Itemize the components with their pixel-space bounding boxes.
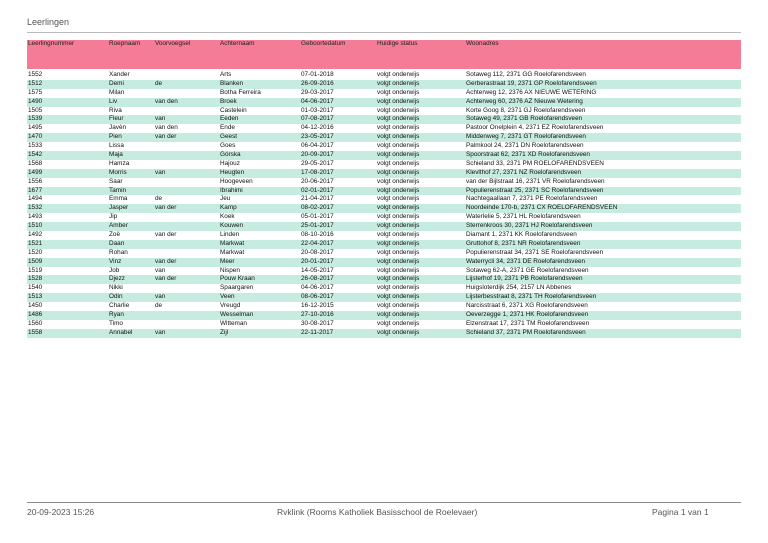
cell-huidige-status: volgt onderwijs: [377, 222, 420, 230]
cell-roepnaam: Amber: [109, 222, 128, 230]
cell-roepnaam: Hamza: [109, 159, 130, 167]
cell-woonadres: Diamant 1, 2371 KK Roelofarendsveen: [466, 231, 577, 239]
cell-geboortedatum: 04-12-2016: [301, 124, 334, 132]
cell-woonadres: Palmkool 24, 2371 DN Roelofarendsveen: [466, 142, 584, 150]
cell-huidige-status: volgt onderwijs: [377, 88, 420, 96]
cell-roepnaam: Lissa: [109, 142, 124, 150]
cell-huidige-status: volgt onderwijs: [377, 142, 420, 150]
table-row: [27, 89, 741, 98]
cell-achternaam: Botha Ferreira: [220, 88, 261, 96]
cell-huidige-status: volgt onderwijs: [377, 71, 420, 78]
table-row: [27, 320, 741, 329]
cell-achternaam: Jeu: [220, 195, 231, 203]
cell-woonadres: Middenweg 7, 2371 GT Roelofarendsveen: [466, 133, 586, 141]
column-header-huidige-status: Huidige status: [377, 40, 418, 47]
cell-roepnaam: Charlie: [109, 302, 130, 310]
cell-huidige-status: volgt onderwijs: [377, 151, 420, 159]
table-row: [27, 178, 741, 187]
cell-achternaam: Ende: [220, 124, 235, 132]
table-row: [27, 275, 741, 284]
cell-woonadres: Nachtegaallaan 7, 2371 PE Roelofarendsveen: [466, 195, 598, 203]
cell-voorvoegsel: van: [155, 293, 166, 301]
cell-voorvoegsel: van den: [155, 124, 178, 132]
cell-achternaam: Markwat: [220, 248, 245, 256]
cell-huidige-status: volgt onderwijs: [377, 159, 420, 167]
cell-achternaam: Ibrahimi: [220, 186, 243, 194]
table-row: [27, 71, 741, 80]
table-row: [27, 142, 741, 151]
table-row: [27, 302, 741, 311]
cell-geboortedatum: 30-08-2017: [301, 319, 334, 327]
table-row: [27, 160, 741, 169]
cell-woonadres: Populierenstraat 34, 2371 SE Roelofarendsveen: [466, 248, 604, 256]
cell-leerlingnummer: 1520: [28, 248, 43, 256]
cell-huidige-status: volgt onderwijs: [377, 97, 420, 105]
cell-voorvoegsel: van: [155, 266, 166, 274]
cell-voorvoegsel: van: [155, 115, 166, 123]
cell-huidige-status: volgt onderwijs: [377, 257, 420, 265]
cell-geboortedatum: 04-06-2017: [301, 284, 334, 292]
cell-leerlingnummer: 1533: [28, 142, 43, 150]
cell-roepnaam: Maja: [109, 151, 123, 159]
cell-woonadres: Pastoor Onelplein 4, 2371 EZ Roelofarendsveen: [466, 124, 604, 132]
cell-woonadres: Gerberastraat 19, 2371 GP Roelofarendsveen: [466, 79, 597, 87]
cell-achternaam: Kouwen: [220, 222, 244, 230]
cell-voorvoegsel: van der: [155, 133, 177, 141]
cell-woonadres: Achterweg 12, 2376 AX NIEUWE WETERING: [466, 88, 597, 96]
cell-woonadres: Populierenstraat 25, 2371 SC Roelofarendsveen: [466, 186, 604, 194]
cell-woonadres: Elzenstraat 17, 2371 TM Roelofarendsveen: [466, 319, 590, 327]
cell-geboortedatum: 02-01-2017: [301, 186, 334, 194]
cell-voorvoegsel: van der: [155, 204, 177, 212]
cell-roepnaam: Djezz: [109, 275, 125, 283]
cell-achternaam: Blanken: [220, 79, 244, 87]
cell-achternaam: Broek: [220, 97, 237, 105]
cell-woonadres: Schieland 37, 2371 PM Roelofarendsveen: [466, 328, 586, 336]
cell-achternaam: Wesselman: [220, 311, 254, 319]
cell-voorvoegsel: van der: [155, 257, 177, 265]
cell-achternaam: Linden: [220, 231, 240, 239]
cell-leerlingnummer: 1499: [28, 168, 43, 176]
cell-leerlingnummer: 1486: [28, 311, 43, 319]
cell-huidige-status: volgt onderwijs: [377, 106, 420, 114]
footer-page-number: Pagina 1 van 1: [652, 507, 709, 517]
cell-leerlingnummer: 1575: [28, 88, 43, 96]
cell-woonadres: Spoorstraat 62, 2371 XD Roelofarendsveen: [466, 151, 590, 159]
cell-leerlingnummer: 1539: [28, 115, 43, 123]
cell-voorvoegsel: van den: [155, 97, 178, 105]
table-row: [27, 80, 741, 89]
cell-leerlingnummer: 1528: [28, 275, 43, 283]
cell-achternaam: Kamp: [220, 204, 237, 212]
cell-huidige-status: volgt onderwijs: [377, 239, 420, 247]
cell-geboortedatum: 07-01-2018: [301, 71, 334, 78]
cell-achternaam: Zijl: [220, 328, 229, 336]
cell-leerlingnummer: 1552: [28, 71, 43, 78]
table-row: [27, 204, 741, 213]
cell-geboortedatum: 25-01-2017: [301, 222, 334, 230]
cell-geboortedatum: 08-10-2016: [301, 231, 334, 239]
column-header-roepnaam: Roepnaam: [109, 40, 141, 47]
table-row: [27, 267, 741, 276]
cell-leerlingnummer: 1493: [28, 213, 43, 221]
cell-leerlingnummer: 1558: [28, 328, 43, 336]
table-row: [27, 115, 741, 124]
cell-roepnaam: Rohan: [109, 248, 128, 256]
cell-leerlingnummer: 1505: [28, 106, 43, 114]
footer-datetime: 20-09-2023 15:26: [27, 507, 95, 517]
cell-woonadres: Sotaweg 49, 2371 GB Roelofarendsveen: [466, 115, 583, 123]
cell-leerlingnummer: 1492: [28, 231, 43, 239]
cell-roepnaam: Demi: [109, 79, 124, 87]
cell-voorvoegsel: van der: [155, 231, 177, 239]
cell-geboortedatum: 14-05-2017: [301, 266, 334, 274]
cell-achternaam: Nispen: [220, 266, 240, 274]
table-row: [27, 213, 741, 222]
table-row: [27, 107, 741, 116]
cell-roepnaam: Tamin: [109, 186, 127, 194]
cell-geboortedatum: 26-08-2017: [301, 275, 334, 283]
column-header-achternaam: Achternaam: [220, 40, 255, 47]
cell-woonadres: van der Bijlstraat 16, 2371 VR Roelofarendsveen: [466, 177, 605, 185]
cell-huidige-status: volgt onderwijs: [377, 231, 420, 239]
footer-source: Rvklink (Rooms Katholiek Basisschool de Roelevaer): [277, 507, 478, 517]
cell-achternaam: Eeden: [220, 115, 239, 123]
cell-roepnaam: Xander: [109, 71, 130, 78]
table-row: [27, 124, 741, 133]
cell-leerlingnummer: 1510: [28, 222, 43, 230]
cell-achternaam: Hoogeveen: [220, 177, 253, 185]
cell-huidige-status: volgt onderwijs: [377, 124, 420, 132]
cell-huidige-status: volgt onderwijs: [377, 168, 420, 176]
cell-woonadres: Narcisstraat 6, 2371 XG Roelofarendsveen: [466, 302, 588, 310]
cell-roepnaam: Timo: [109, 319, 123, 327]
cell-huidige-status: volgt onderwijs: [377, 195, 420, 203]
table-row: [27, 249, 741, 258]
cell-woonadres: Sotaweg 62-A, 2371 GE Roelofarendsveen: [466, 266, 589, 274]
cell-leerlingnummer: 1568: [28, 159, 43, 167]
cell-leerlingnummer: 1470: [28, 133, 43, 141]
cell-achternaam: Geest: [220, 133, 238, 141]
cell-leerlingnummer: 1540: [28, 284, 43, 292]
cell-roepnaam: Jasper: [109, 204, 129, 212]
cell-geboortedatum: 20-01-2017: [301, 257, 334, 265]
table-row: [27, 187, 741, 196]
cell-woonadres: Huigsloterdijk 254, 2157 LN Abbenes: [466, 284, 572, 292]
cell-roepnaam: Nikki: [109, 284, 123, 292]
cell-huidige-status: volgt onderwijs: [377, 213, 420, 221]
cell-woonadres: Gruttohof 8, 2371 NR Roelofarendsveen: [466, 239, 581, 247]
cell-achternaam: Castelein: [220, 106, 247, 114]
cell-achternaam: Górska: [220, 151, 241, 159]
cell-woonadres: Korte Goog 8, 2371 GJ Roelofarendsveen: [466, 106, 586, 114]
column-header-woonadres: Woonadres: [466, 40, 499, 47]
cell-geboortedatum: 20-08-2017: [301, 248, 334, 256]
table-row: [27, 293, 741, 302]
cell-roepnaam: Annabel: [109, 328, 133, 336]
cell-geboortedatum: 29-05-2017: [301, 159, 334, 167]
cell-achternaam: Markwat: [220, 239, 245, 247]
cell-roepnaam: Emma: [109, 195, 128, 203]
cell-huidige-status: volgt onderwijs: [377, 133, 420, 141]
cell-roepnaam: Vinz: [109, 257, 122, 265]
table-row: [27, 151, 741, 160]
table-row: [27, 329, 741, 338]
cell-voorvoegsel: de: [155, 302, 163, 310]
cell-huidige-status: volgt onderwijs: [377, 115, 420, 123]
cell-voorvoegsel: van: [155, 168, 166, 176]
cell-leerlingnummer: 1450: [28, 302, 43, 310]
cell-woonadres: Lijsterhof 19, 2371 PB Roelofarendsveen: [466, 275, 583, 283]
cell-huidige-status: volgt onderwijs: [377, 266, 420, 274]
cell-voorvoegsel: van der: [155, 275, 177, 283]
cell-woonadres: Waterlelie 5, 2371 HL Roelofarendsveen: [466, 213, 581, 221]
cell-geboortedatum: 26-09-2016: [301, 79, 334, 87]
cell-geboortedatum: 17-08-2017: [301, 168, 334, 176]
table-row: [27, 222, 741, 231]
cell-huidige-status: volgt onderwijs: [377, 311, 420, 319]
cell-leerlingnummer: 1556: [28, 177, 43, 185]
cell-geboortedatum: 08-06-2017: [301, 293, 334, 301]
cell-voorvoegsel: van: [155, 328, 166, 336]
cell-roepnaam: Liv: [109, 97, 118, 105]
cell-geboortedatum: 07-08-2017: [301, 115, 334, 123]
cell-huidige-status: volgt onderwijs: [377, 79, 420, 87]
cell-woonadres: Sterrenkroos 30, 2371 HJ Roelofarendsveen: [466, 222, 593, 230]
cell-woonadres: Achterweg 60, 2376 AZ Nieuwe Wetering: [466, 97, 583, 105]
cell-leerlingnummer: 1490: [28, 97, 43, 105]
cell-achternaam: Arts: [220, 71, 232, 78]
cell-roepnaam: Javèn: [109, 124, 127, 132]
cell-achternaam: Vreugd: [220, 302, 241, 310]
cell-huidige-status: volgt onderwijs: [377, 284, 420, 292]
column-header-leerlingnummer: Leerlingnummer: [28, 40, 75, 47]
cell-leerlingnummer: 1677: [28, 186, 43, 194]
cell-geboortedatum: 22-11-2017: [301, 328, 334, 336]
cell-roepnaam: Saar: [109, 177, 123, 185]
cell-roepnaam: Jip: [109, 213, 118, 221]
cell-woonadres: Sotaweg 112, 2371 GG Roelofarendsveen: [466, 71, 586, 78]
cell-geboortedatum: 22-04-2017: [301, 239, 334, 247]
cell-achternaam: Meer: [220, 257, 235, 265]
cell-achternaam: Pouw Kraan: [220, 275, 255, 283]
cell-geboortedatum: 20-09-2017: [301, 151, 334, 159]
cell-geboortedatum: 16-12-2015: [301, 302, 334, 310]
cell-leerlingnummer: 1494: [28, 195, 43, 203]
cell-woonadres: Waterrycli 34, 2371 DE Roelofarendsveen: [466, 257, 586, 265]
cell-achternaam: Koek: [220, 213, 235, 221]
table-row: [27, 258, 741, 267]
cell-leerlingnummer: 1532: [28, 204, 43, 212]
cell-voorvoegsel: de: [155, 195, 163, 203]
cell-leerlingnummer: 1521: [28, 239, 43, 247]
cell-achternaam: Witteman: [220, 319, 247, 327]
cell-leerlingnummer: 1509: [28, 257, 43, 265]
cell-geboortedatum: 20-06-2017: [301, 177, 334, 185]
cell-geboortedatum: 01-03-2017: [301, 106, 334, 114]
cell-roepnaam: Zoë: [109, 231, 121, 239]
table-row: [27, 284, 741, 293]
cell-roepnaam: Ryan: [109, 311, 124, 319]
cell-roepnaam: Daan: [109, 239, 125, 247]
cell-roepnaam: Fleur: [109, 115, 124, 123]
cell-huidige-status: volgt onderwijs: [377, 275, 420, 283]
cell-voorvoegsel: de: [155, 79, 163, 87]
cell-huidige-status: volgt onderwijs: [377, 186, 420, 194]
cell-huidige-status: volgt onderwijs: [377, 177, 420, 185]
cell-achternaam: Heugten: [220, 168, 245, 176]
cell-geboortedatum: 29-03-2017: [301, 88, 334, 96]
cell-leerlingnummer: 1560: [28, 319, 43, 327]
cell-huidige-status: volgt onderwijs: [377, 204, 420, 212]
cell-geboortedatum: 08-02-2017: [301, 204, 334, 212]
column-header-geboortedatum: Geboortedatum: [301, 40, 346, 47]
cell-roepnaam: Milan: [109, 88, 125, 96]
cell-geboortedatum: 06-04-2017: [301, 142, 334, 150]
cell-huidige-status: volgt onderwijs: [377, 328, 420, 336]
page-title: Leerlingen: [27, 17, 70, 27]
cell-achternaam: Hajouz: [220, 159, 240, 167]
cell-achternaam: Veen: [220, 293, 235, 301]
cell-leerlingnummer: 1513: [28, 293, 43, 301]
cell-huidige-status: volgt onderwijs: [377, 302, 420, 310]
cell-achternaam: Spaargaren: [220, 284, 254, 292]
cell-geboortedatum: 21-04-2017: [301, 195, 334, 203]
table-row: [27, 240, 741, 249]
cell-roepnaam: Odin: [109, 293, 123, 301]
cell-woonadres: Schieland 33, 2371 PM ROELOFARENDSVEEN: [466, 159, 604, 167]
student-table-body: [27, 71, 741, 338]
cell-leerlingnummer: 1512: [28, 79, 43, 87]
table-row: [27, 133, 741, 142]
table-header: [27, 40, 741, 69]
cell-woonadres: Oeverzegge 1, 2371 HK Roelofarendsveen: [466, 311, 589, 319]
cell-geboortedatum: 04-06-2017: [301, 97, 334, 105]
cell-huidige-status: volgt onderwijs: [377, 248, 420, 256]
cell-roepnaam: Job: [109, 266, 120, 274]
cell-woonadres: Klevlthof 27, 2371 NZ Roelofarendsveen: [466, 168, 582, 176]
title-divider: [27, 32, 741, 33]
cell-leerlingnummer: 1495: [28, 124, 43, 132]
cell-huidige-status: volgt onderwijs: [377, 319, 420, 327]
cell-roepnaam: Riva: [109, 106, 122, 114]
cell-huidige-status: volgt onderwijs: [377, 293, 420, 301]
table-row: [27, 98, 741, 107]
cell-geboortedatum: 23-05-2017: [301, 133, 334, 141]
cell-geboortedatum: 27-10-2016: [301, 311, 334, 319]
cell-woonadres: Noordeinde 170-b, 2371 CX ROELOFARENDSVEEN: [466, 204, 618, 212]
table-row: [27, 195, 741, 204]
cell-achternaam: Goes: [220, 142, 236, 150]
cell-geboortedatum: 05-01-2017: [301, 213, 334, 221]
column-header-voorvoegsel: Voorvoegsel: [155, 40, 191, 47]
cell-roepnaam: Pien: [109, 133, 122, 141]
cell-leerlingnummer: 1542: [28, 151, 43, 159]
cell-leerlingnummer: 1519: [28, 266, 43, 274]
footer-divider: [27, 502, 741, 503]
table-row: [27, 231, 741, 240]
cell-roepnaam: Morris: [109, 168, 127, 176]
table-row: [27, 311, 741, 320]
table-row: [27, 169, 741, 178]
cell-woonadres: Lijsterbesstraat 8, 2371 TH Roelofarendsveen: [466, 293, 597, 301]
